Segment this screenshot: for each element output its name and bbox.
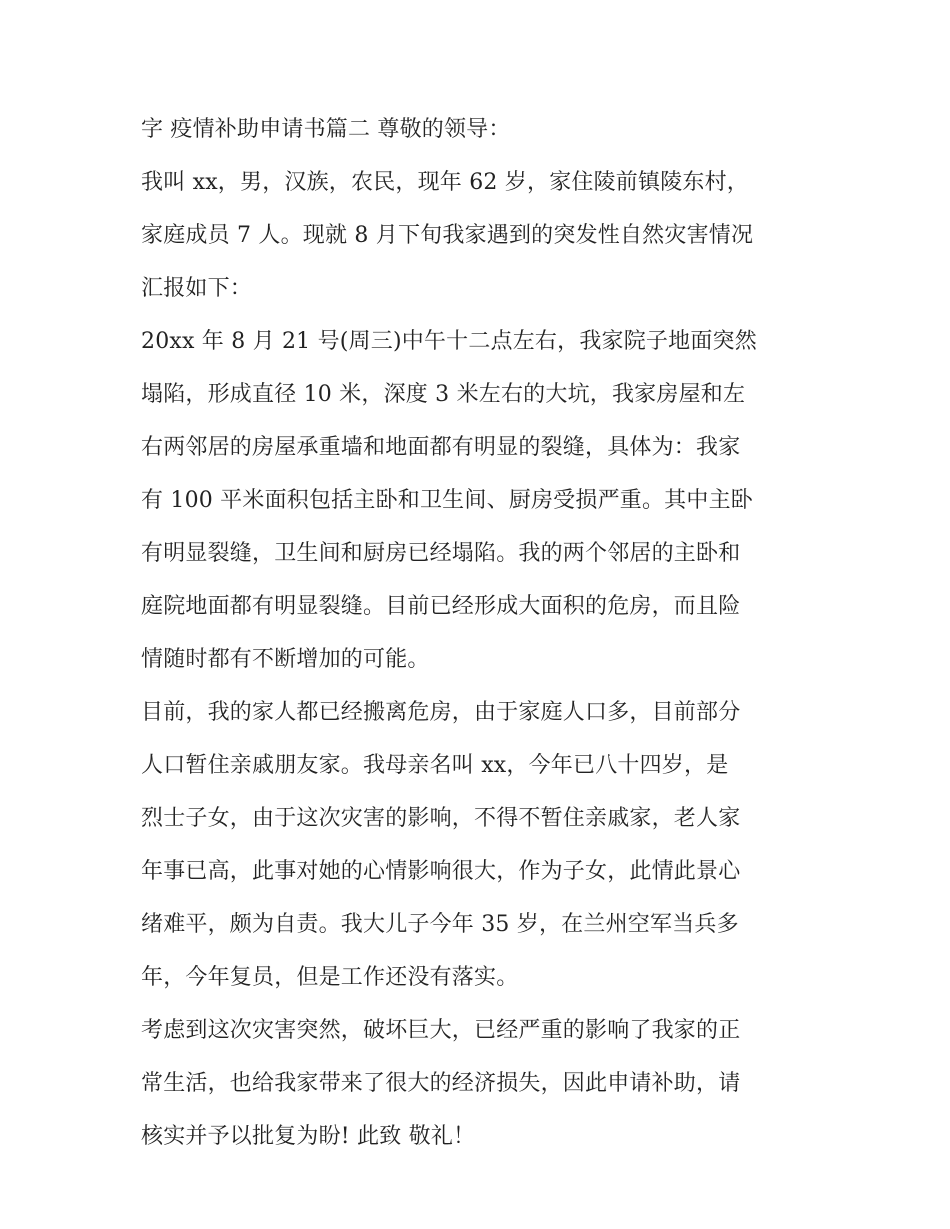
paragraph-line: 年事已高，此事对她的心情影响很大，作为子女，此情此景心: [141, 859, 741, 884]
paragraph-line: 考虑到这次灾害突然，破坏巨大，已经严重的影响了我家的正: [141, 1018, 741, 1043]
paragraph-line: 有 100 平米面积包括主卧和卫生间、厨房受损严重。其中主卧: [141, 488, 753, 513]
paragraph-line: 汇报如下：: [141, 276, 253, 301]
paragraph-line: 人口暂住亲戚朋友家。我母亲名叫 xx，今年已八十四岁，是: [141, 753, 729, 778]
paragraph-line: 右两邻居的房屋承重墙和地面都有明显的裂缝，具体为：我家: [141, 435, 741, 460]
paragraph-line: 家庭成员 7 人。现就 8 月下旬我家遇到的突发性自然灾害情况: [141, 223, 754, 248]
paragraph-line: 常生活，也给我家带来了很大的经济损失，因此申请补助，请: [141, 1071, 741, 1096]
paragraph-4: [141, 1004, 813, 1163]
paragraph-line: 我叫 xx，男，汉族，农民，现年 62 岁，家住陵前镇陵东村，: [141, 170, 749, 195]
paragraph-line: 有明显裂缝，卫生间和厨房已经塌陷。我的两个邻居的主卧和: [141, 541, 741, 566]
paragraph-line: 绪难平，颇为自责。我大儿子今年 35 岁，在兰州空军当兵多: [141, 912, 739, 937]
paragraph-line: 庭院地面都有明显裂缝。目前已经形成大面积的危房，而且险: [141, 594, 741, 619]
paragraph-line: 情随时都有不断增加的可能。: [141, 647, 430, 672]
document-body: [141, 104, 813, 1163]
paragraph-line: 20xx 年 8 月 21 号(周三)中午十二点左右，我家院子地面突然: [141, 329, 757, 354]
header-line: 字 疫情补助申请书篇二 尊敬的领导：: [141, 117, 511, 142]
paragraph-2: [141, 315, 813, 686]
paragraph-1: [141, 156, 813, 315]
paragraph-line: 目前，我的家人都已经搬离危房，由于家庭人口多，目前部分: [141, 700, 741, 725]
paragraph-line: 核实并予以批复为盼! 此致 敬礼！: [141, 1124, 476, 1149]
paragraph-line: 年，今年复员，但是工作还没有落实。: [141, 965, 519, 990]
paragraph-line: 烈士子女，由于这次灾害的影响，不得不暂住亲戚家，老人家: [141, 806, 741, 831]
paragraph-line: 塌陷，形成直径 10 米，深度 3 米左右的大坑，我家房屋和左: [141, 382, 746, 407]
paragraph-3: [141, 686, 813, 1004]
